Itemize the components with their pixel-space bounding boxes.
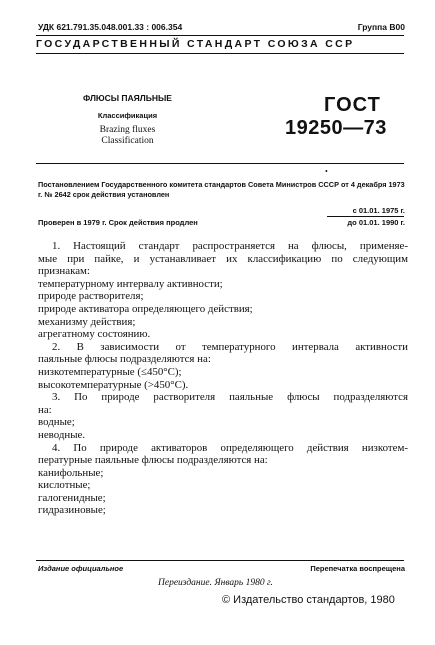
body-line: температурному интервалу активности; [38,277,223,290]
body-line: мые при пайке, и устанавливает их классификацию по следующим [38,252,408,265]
document-title-en: Brazing fluxes [99,125,156,135]
reprint-note: Перепечатка воспрещена [310,564,405,573]
footer-rule [36,560,404,561]
standard-body-text [38,240,408,517]
document-title-ru: ФЛЮСЫ ПАЯЛЬНЫЕ [83,93,172,103]
margin-mark: • [325,167,328,176]
revision-note: Проверен в 1979 г. Срок действия продлен [38,218,198,227]
adoption-resolution: Постановлением Государственного комитета стандартов Совета Министров СССР от 4 декабря 1973 г. № 2642 срок действия установлен [38,180,405,199]
body-line: агрегатному состоянию. [38,328,151,341]
effective-date-from: с 01.01. 1975 г. [352,206,405,215]
body-line: пературные паяльные флюсы подразделяются на: [38,454,268,467]
body-line: низкотемпературные (≤450°С); [38,365,182,378]
publisher-copyright: © Издательство стандартов, 1980 [222,594,395,606]
body-line: природе растворителя; [38,290,144,303]
body-line: 3. По природе растворителя паяльные флюсы подразделяются [52,391,408,404]
gost-label: ГОСТ [324,94,381,116]
body-line: канифольные; [38,466,104,479]
top-rule [36,35,404,36]
classification-en: Classification [101,136,154,146]
official-edition-note: Издание официальное [38,564,124,573]
classification-ru: Классификация [97,111,158,120]
body-line: природе активатора определяющего действия; [38,302,253,315]
body-line: признакам: [38,265,90,278]
body-line: паяльные флюсы подразделяются на: [38,353,211,366]
body-line: 1. Настоящий стандарт распространяется на флюсы, применяе- [52,240,408,252]
body-line: высокотемпературные (>450°С). [38,378,189,391]
date-separator-rule [327,216,404,217]
group-code: Группа В00 [357,22,405,32]
body-line: водные; [38,416,75,429]
body-line: гидразиновые; [38,504,106,517]
body-line: галогенидные; [38,491,106,504]
body-line: механизму действия; [38,315,136,328]
effective-date-to: до 01.01. 1990 г. [347,218,405,227]
section-rule [36,163,404,164]
gost-number: 19250—73 [285,117,387,139]
standard-title: ГОСУДАРСТВЕННЫЙ СТАНДАРТ СОЮЗА ССР [36,38,355,50]
body-line: на: [38,403,52,416]
udk-code: УДК 621.791.35.048.001.33 : 006.354 [38,22,183,32]
header-rule [36,53,404,54]
body-line: 2. В зависимости от температурного интервала активности [52,340,408,353]
body-line: 4. По природе активаторов определяющего действия низкотем- [52,441,408,454]
body-line: кислотные; [38,479,91,492]
body-line: неводные. [38,428,86,441]
reissue-note: Переиздание. Январь 1980 г. [158,578,273,588]
